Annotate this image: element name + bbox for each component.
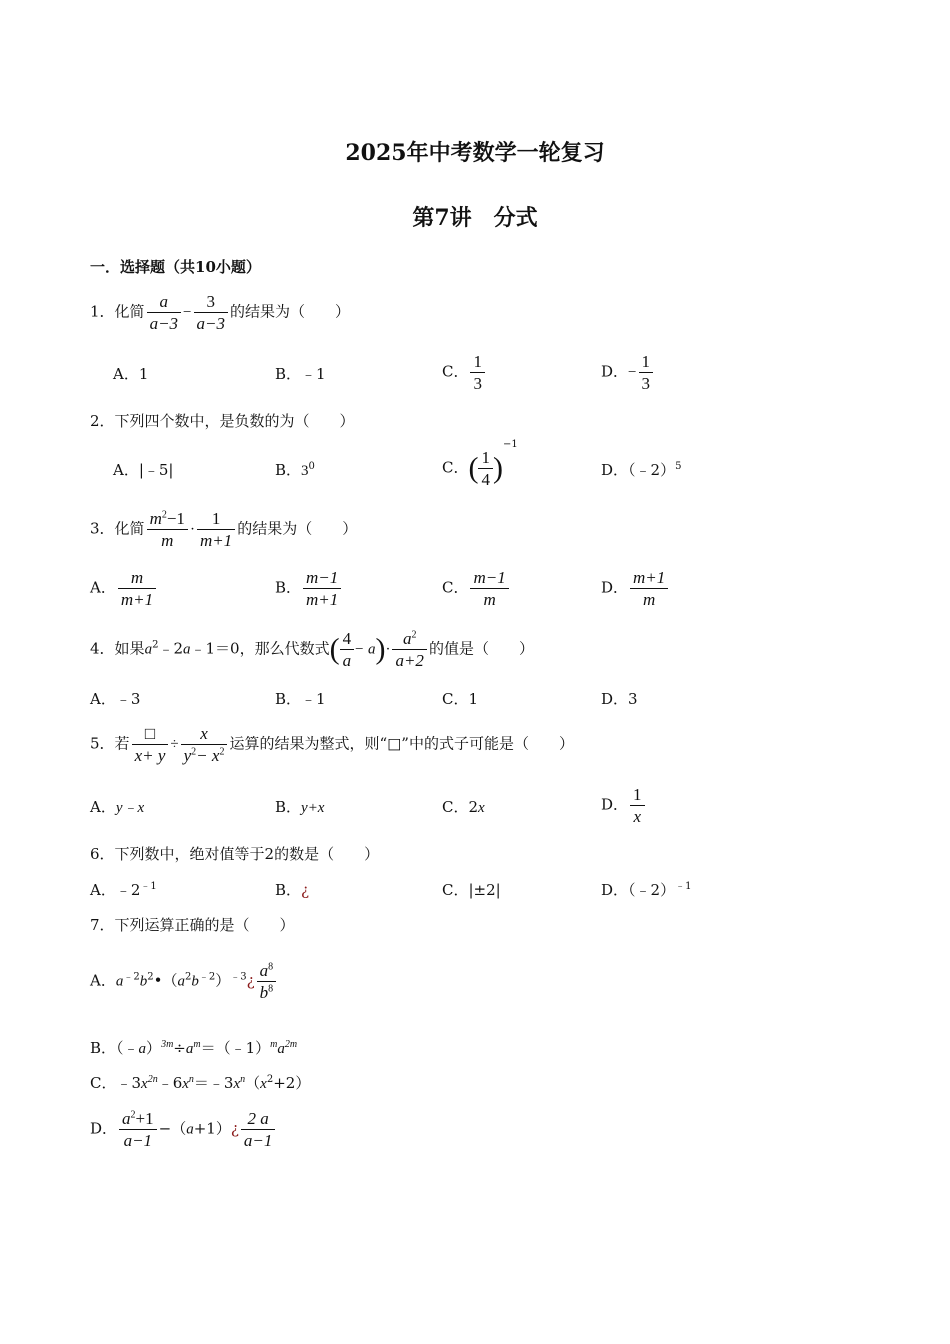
question-4: 4．如果$a^2﹣2a﹣1=0$，那么代数式( $\frac{4}{a}$ − a)· $\frac{a^2}{a+2}$ 的值是（ ） xyxy=(90,629,534,670)
option-c[interactable]: C． $\frac{m-1}{m}$ xyxy=(442,567,511,610)
section-heading: 一．选择题（共10小题） xyxy=(90,258,261,276)
option-a[interactable]: A．1 xyxy=(113,365,149,383)
option-d[interactable]: D．（﹣2）$^{﹣1}$ xyxy=(601,881,692,899)
option-d[interactable]: D．（﹣2）$^5$ xyxy=(601,461,682,479)
question-number: 1． xyxy=(90,302,115,321)
option-b[interactable]: B．y+x xyxy=(275,798,325,816)
option-b[interactable]: B． $\frac{m-1}{m+1}$ xyxy=(275,567,343,610)
question-number: 2． xyxy=(90,412,115,430)
option-a[interactable]: A．﹣3 xyxy=(90,690,141,708)
option-d[interactable]: D．3 xyxy=(601,690,638,708)
option-b[interactable]: B．$(﹣a)^{3m}\div a^m=(﹣1)^ma^{2m}$ xyxy=(90,1039,298,1057)
question-1: 1．化简 $\frac{a}{a-3}$ − $\frac{3}{a-3}$ 的结果为（ ） xyxy=(90,292,351,333)
option-a[interactable]: A．y﹣x xyxy=(90,798,145,816)
option-d[interactable]: D． $\frac{m+1}{m}$ xyxy=(601,567,670,610)
fraction: $\frac{3}{a-3}$ xyxy=(194,291,228,334)
question-7: 7．下列运算正确的是（ ） xyxy=(90,916,295,934)
page-subtitle: 第7讲 分式 xyxy=(412,205,538,231)
option-c[interactable]: C． $\frac{1}{3}$ xyxy=(442,351,487,394)
option-d[interactable]: D． $\frac{1}{x}$ xyxy=(601,784,647,827)
option-a[interactable]: A．$﹣2^{﹣1}$ xyxy=(90,881,157,899)
question-5: 5．若 $\frac{□}{x+ y}$ ÷ $\frac{x}{y^2- x^2}$ 运算的结果为整式，则“□”中的式子可能是（ ） xyxy=(90,724,574,765)
question-number: 6． xyxy=(90,845,115,863)
question-number: 7． xyxy=(90,916,115,934)
option-a[interactable]: A． $\frac{m}{m+1}$ xyxy=(90,567,158,610)
option-a[interactable]: A．|﹣5| xyxy=(113,461,174,479)
option-c[interactable]: C．1 xyxy=(442,690,479,708)
option-b[interactable]: B．$3^0$ xyxy=(275,461,315,479)
option-b[interactable]: B．¿ xyxy=(275,881,310,899)
option-c[interactable]: C．( $\frac{1}{4}$ )$^{-1}$ xyxy=(442,439,518,489)
option-a[interactable]: A．$a^{﹣2}b^2•(a^2b^{﹣2})^{﹣3}¿$ $\frac{a^8}{b^8}$ xyxy=(90,960,278,1003)
fraction: $\frac{a}{a-3}$ xyxy=(147,291,181,334)
page-title: 2025年中考数学一轮复习 xyxy=(345,140,605,166)
option-c[interactable]: C．|±2| xyxy=(442,881,501,899)
option-d[interactable]: D． $\frac{a^2+1}{a-1}$ −（a+1）¿ $\frac{2 a}{a-1}$ xyxy=(90,1108,277,1151)
question-number: 5． xyxy=(90,734,115,753)
option-d[interactable]: D．− $\frac{1}{3}$ xyxy=(601,351,655,394)
question-3: 3．化简 $\frac{m^2-1}{m}$ · $\frac{1}{m+1}$ 的结果为（ ） xyxy=(90,509,358,550)
option-b[interactable]: B．﹣1 xyxy=(275,690,326,708)
question-6: 6．下列数中，绝对值等于2的数是（ ） xyxy=(90,845,380,863)
question-number: 3． xyxy=(90,519,115,538)
question-2: 2．下列四个数中，是负数的为（ ） xyxy=(90,412,355,430)
option-b[interactable]: B．﹣1 xyxy=(275,365,326,383)
option-c[interactable]: C．$﹣3x^{2n}﹣6x^n=﹣3x^n(x^2+2)$ xyxy=(90,1074,311,1092)
question-number: 4． xyxy=(90,639,115,658)
option-c[interactable]: C．2x xyxy=(442,798,485,816)
